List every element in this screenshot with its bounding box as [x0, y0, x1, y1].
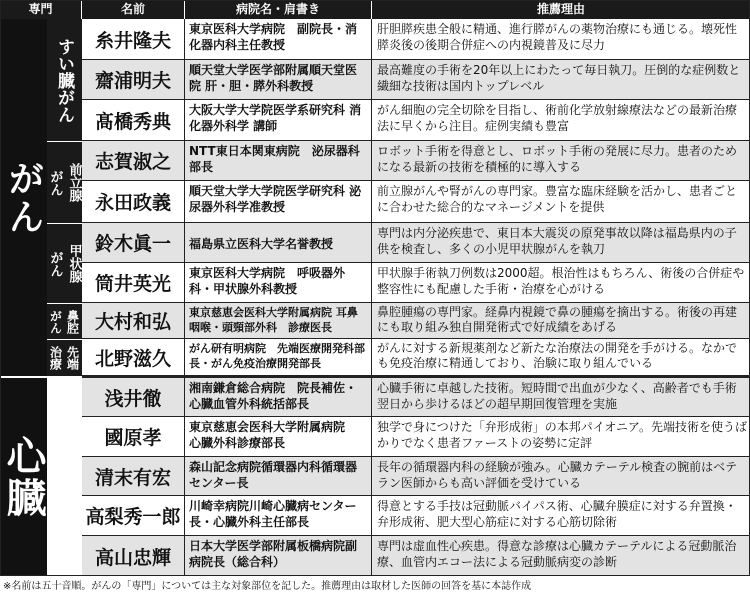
subgroup-sendo-label-1: 先端	[65, 346, 80, 370]
doctor-name: 清末有宏	[82, 457, 185, 495]
header-hospital: 病院名・肩書き	[185, 0, 372, 19]
table-header	[0, 0, 750, 19]
subgroup-sendo-label-2: 治療	[48, 346, 63, 370]
doctor-name: 北野滋久	[82, 339, 185, 375]
hospital-title: 東京医科大学病院 呼吸器外科・甲状腺外科教授	[185, 263, 372, 302]
subgroup-suizo-label: すい臓がん	[54, 37, 74, 123]
recommendation-reason: 甲状腺手術執刀例数は2000超。根治性はもちろん、術後の合併症や整容性にも配慮した手術・治療を心がける	[377, 266, 745, 296]
header-reason: 推薦理由	[372, 0, 750, 19]
table-row	[82, 376, 750, 417]
doctor-name: 筒井英光	[82, 263, 185, 302]
doctor-name: 國原孝	[82, 417, 185, 456]
table-row	[82, 339, 750, 376]
doctor-name: 永田政義	[82, 181, 185, 222]
subgroup-kojosen-label-2: がん	[47, 250, 63, 277]
subgroup-suizo	[47, 19, 82, 141]
recommendation-reason: ロボット手術を得意とし、ロボット手術の発展に尽力。患者のためになる最新の技術を積極的に導入する	[377, 144, 738, 174]
table-row	[82, 457, 750, 496]
hospital-title: NTT東日本関東病院 泌尿器科部長	[185, 141, 372, 180]
table-row	[82, 417, 750, 457]
hospital-title: 日本大学医学部附属板橋病院副病院長（総合科）	[185, 536, 372, 576]
table-row	[82, 141, 750, 181]
doctor-name: 糸井隆夫	[82, 19, 185, 59]
hospital-title: 湘南鎌倉総合病院 院長補佐・心臓血管外科統括部長	[185, 378, 372, 416]
subgroup-zenritsusen-label-2: がん	[47, 169, 63, 196]
doctor-name: 浅井徹	[82, 378, 185, 416]
table-row	[82, 181, 750, 223]
hospital-title: 大阪大学大学院医学系研究科 消化器外科学 講師	[185, 100, 372, 140]
hospital-title: 順天堂大学大学院医学研究科 泌尿器外科学准教授	[185, 181, 372, 222]
doctor-name: 鈴木眞一	[82, 223, 185, 262]
footnote: ※名前は五十音順。がんの「専門」については主な対象部位を記した。推薦理由は取材した医師の回答を基に本誌作成	[3, 581, 532, 592]
recommendation-reason: がん細胞の完全切除を目指し、術前化学放射線療法などの最新治療法に早くから注目。症例実績も豊富	[377, 103, 738, 133]
recommendation-reason: 専門は内分泌疾患で、東日本大震災の原発事故以降は福島県内の子供を検査し、多くの小児甲状腺がんを執刀	[377, 226, 737, 256]
doctor-name: 髙橋秀典	[82, 100, 185, 140]
table-row	[82, 536, 750, 576]
hospital-title: 川崎幸病院川崎心臓病センター長・心臓外科主任部長	[185, 496, 372, 535]
recommendation-reason: 最高難度の手術を20年以上にわたって毎日執刀。圧倒的な症例数と繊細な技術は国内トップレベル	[377, 63, 741, 93]
group-shinzo: 心臓	[0, 376, 47, 576]
header-specialty: 専門	[0, 0, 82, 19]
hospital-title: 順天堂大学医学部附属順天堂医院 肝・胆・膵外科教授	[185, 60, 372, 99]
recommendation-reason: がんに対する新規薬剤など新たな治療法の開発を手がける。なかでも免疫治療に精通しており、治験に取り組んでいる	[377, 341, 738, 370]
recommendation-reason: 鼻腔腫瘍の専門家。経鼻内視鏡で鼻の腫瘍を摘出する。術後の再建にも取り組み独自開発術式で好成績をあげる	[377, 305, 738, 334]
recommendation-reason: 専門は虚血性心疾患。得意な診療は心臓カテーテルによる冠動脈治療、血管内エコー法による冠動脈病変の診断	[377, 539, 737, 569]
doctor-name: 志賀淑之	[82, 141, 185, 180]
hospital-title: 東京慈恵会医科大学附属病院 心臓外科診療部長	[185, 417, 372, 456]
recommendation-reason: 独学で身につけた「弁形成術」の本邦パイオニア。先端技術を使うばかりでなく患者ファーストの姿勢に定評	[377, 420, 747, 450]
hospital-title: 東京医科大学病院 副院長・消化器内科主任教授	[185, 19, 372, 59]
group-gan: がん	[0, 19, 47, 376]
doctor-name: 大村和弘	[82, 303, 185, 338]
table-row	[82, 19, 750, 60]
recommendation-reason: 得意とする手技は冠動脈バイパス術、心臓弁膜症に対する弁置換・弁形成術、肥大型心筋症に対する心筋切除術	[377, 499, 737, 529]
subgroup-biku-label-2: がん	[48, 309, 63, 334]
doctor-name: 高梨秀一郎	[82, 496, 185, 535]
doctor-name: 齋浦明夫	[82, 60, 185, 99]
subgroup-sendo	[47, 339, 82, 376]
hospital-title: 東京慈恵会医科大学附属病院 耳鼻咽喉・頭頸部外科 診療医長	[185, 303, 372, 338]
table-row	[82, 303, 750, 339]
recommendation-reason: 心臓手術に卓越した技術。短時間で出血が少なく、高齢者でも手術翌日から歩けるほどの超早期回復管理を実施	[377, 381, 737, 411]
table-row	[82, 100, 750, 141]
table-row	[82, 223, 750, 263]
header-name: 名前	[82, 0, 185, 19]
doctor-name: 高山忠輝	[82, 536, 185, 576]
recommendation-reason: 長年の循環器内科の経験が強み。心臓カテーテル検査の腕前はベテラン医師からも高い評価を受けている	[377, 460, 738, 490]
subgroup-biku-label-1: 鼻腔	[65, 309, 80, 334]
table-row	[82, 60, 750, 100]
table-row	[82, 263, 750, 303]
recommendation-reason: 肝胆膵疾患全般に精通、進行膵がんの薬物治療にも通じる。壊死性膵炎後の後期合併症への内視鏡普及に尽力	[377, 22, 738, 52]
hospital-title: 森山記念病院循環器内科循環器センター長	[185, 457, 372, 495]
hospital-title: 福島県立医科大学名誉教授	[185, 223, 372, 262]
table-row	[82, 496, 750, 536]
subgroup-kojosen	[47, 223, 82, 303]
subgroup-kojosen-label-1: 甲状腺	[66, 244, 82, 283]
subgroup-zenritsusen-label-1: 前立腺	[66, 163, 82, 202]
subgroup-biku	[47, 303, 82, 339]
recommendation-reason: 前立腺がんや腎がんの専門家。豊富な臨床経験を活かし、患者ごとに合わせた総合的なマネージメントを提供	[377, 184, 738, 214]
subgroup-zenritsusen	[47, 141, 82, 223]
hospital-title: がん研有明病院 先端医療開発科部長・がん免疫治療開発部長	[185, 339, 372, 375]
